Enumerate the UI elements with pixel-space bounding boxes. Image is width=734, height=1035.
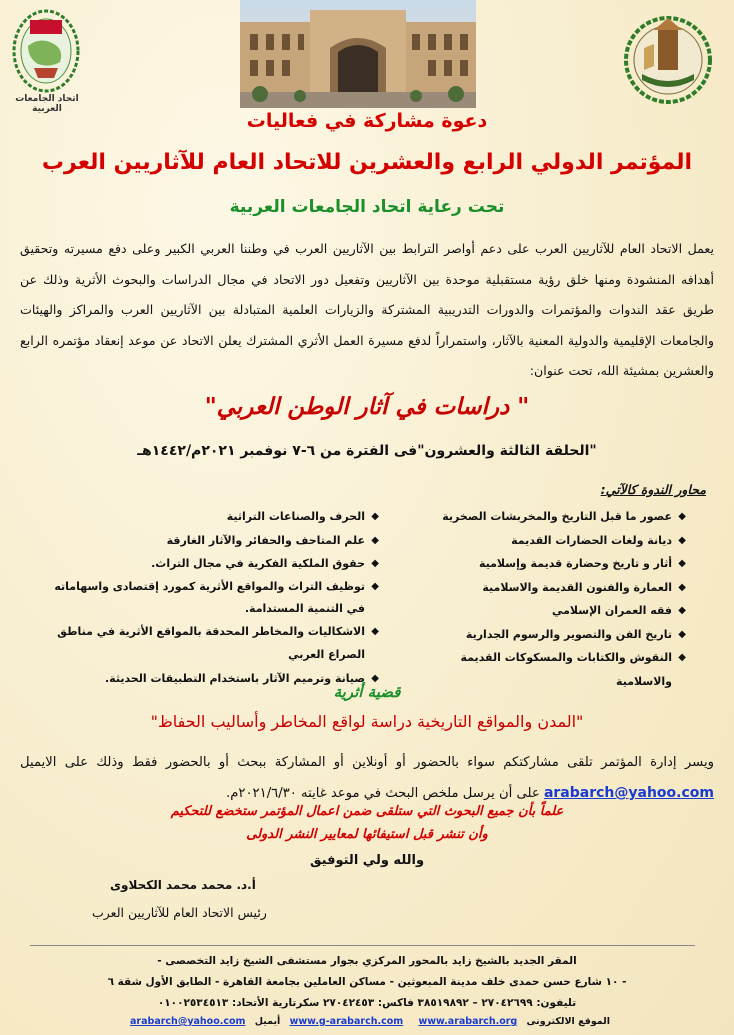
diamond-bullet-icon: ◆	[371, 534, 379, 546]
email-label: أيميل	[254, 1016, 281, 1027]
axis-item: ◆ النقوش والكتابات والمسكوكات القديمة والاسلامية	[416, 646, 686, 693]
footer-address-1: المقر الجديد بالشيخ زايد بالمحور المركزي بجوار مستشفى الشيخ زايد التخصصى -	[157, 955, 577, 967]
diamond-bullet-icon: ◆	[371, 511, 379, 522]
axis-item: ◆ تاريخ الفن والتصوير والرسوم الجدارية	[416, 623, 686, 647]
axis-item: ◆ الحرف والصناعات التراثية	[39, 505, 379, 529]
axes-left-column	[39, 505, 379, 690]
conference-theme: " دراسات في آثار الوطن العربي"	[204, 394, 530, 420]
axes-right-column	[416, 505, 686, 693]
diamond-bullet-icon: ◆	[678, 511, 686, 522]
footer-phones: تليفون: ٢٧٠٤٢٦٩٩ – ٣٨٥١٩٨٩٢ فاكس: ٢٧٠٤٢٤٥٣ سكرتارية الأتحاد: ٠١٠٠٢٥٣٤٥١٣	[157, 997, 577, 1009]
building-photo	[240, 0, 476, 108]
diamond-bullet-icon: ◆	[678, 605, 686, 616]
axis-item: ◆ أثار و تاريخ وحضارة قديمة وإسلامية	[416, 552, 686, 576]
footer-divider	[30, 945, 695, 946]
arab-universities-logo	[10, 6, 82, 106]
axis-item: ◆ صيانة وترميم الآثار باستخدام التطبيقات الحديثة.	[39, 667, 379, 691]
arab-archaeologists-logo	[614, 8, 722, 108]
axis-item: ◆ العمارة والفنون القديمة والاسلامية	[416, 576, 686, 600]
diamond-bullet-icon: ◆	[371, 672, 379, 684]
website-label: الموقع الالكترونى	[526, 1016, 610, 1027]
diamond-bullet-icon: ◆	[678, 534, 686, 546]
axis-item: ◆ ديانة ولغات الحضارات القديمة	[416, 529, 686, 553]
diamond-bullet-icon: ◆	[678, 581, 686, 593]
participation-paragraph	[20, 748, 714, 809]
diamond-bullet-icon: ◆	[678, 628, 686, 640]
axis-item: ◆ حقوق الملكية الفكرية في مجال التراث.	[39, 552, 379, 576]
axis-item: ◆ الاشكاليات والمخاطر المحدقة بالمواقع الأثرية في مناطق الصراع العربي	[39, 620, 379, 667]
deadline-text: على أن يرسل ملخص البحث في موعد غايته ٢٠٢١/٦/٣٠م.	[226, 786, 540, 801]
diamond-bullet-icon: ◆	[678, 558, 686, 569]
axis-item: ◆ فقه العمران الإسلامي	[416, 599, 686, 623]
email-link[interactable]: arabarch@yahoo.com	[543, 785, 714, 801]
footer-address-2: - ١٠ شارع حسن حمدى خلف مدينة المبعوثين - مساكن العاملين بجامعة القاهرة - الطابق الأول شقة ٦	[107, 976, 627, 988]
footer-web	[20, 1016, 714, 1027]
axis-item: ◆ علم المتاحف والحفائر والآثار الغارقة	[39, 529, 379, 553]
axis-item: ◆ عصور ما قبل التاريخ والمخربشات الصخرية	[416, 505, 686, 529]
website-link-2[interactable]: www.arabarch.org	[418, 1016, 518, 1027]
diamond-bullet-icon: ◆	[371, 580, 379, 592]
signatory-role: رئيس الاتحاد العام للآثاريين العرب	[92, 905, 267, 920]
website-link-1[interactable]: www.g-arabarch.com	[289, 1016, 404, 1027]
signatory-name: أ.د. محمد محمد الكحلاوى	[110, 878, 256, 892]
axis-item: ◆ توظيف التراث والمواقع الأثرية كمورد إقتصادى واسهاماته في التنمية المستدامة.	[39, 576, 379, 620]
episode-dates: "الحلقة الثالثة والعشرون"فى الفترة من ٦-٧ نوفمبر ٢٠٢١م/١٤٤٢هـ	[137, 443, 597, 459]
intro-paragraph: يعمل الاتحاد العام للآثاريين العرب على دعم أواصر الترابط بين الآثاريين العرب في وطننا العربي الكبير وعلى دفع مسيرته وتحقيق أهدافه المنشودة ومنها خلق رؤية مستقبلية موحدة بين الآثاريين وتفعيل دور الاتحاد في مجال الدراسات والبحوث الأثرية وذلك عن طريق عقد الندوات والمؤتمرات والدورات التدريبية المشتركة والزيارات العلمية المتبادلة بين الآثاريين العرب والمراكز والهيئات والجامعات الإقليمية والدولية المعنية بالآثار، واستمراراً لدفع مسيرة العمل الأثري المشترك يعلن الاتحاد عن موعد إنعقاد مؤتمره الرابع والعشرين بمشيئة الله، تحت عنوان:	[20, 241, 714, 378]
participation-text: ويسر إدارة المؤتمر تلقى مشاركتكم سواء بالحضور أو أونلاين أو المشاركة ببحث أو بالحضور فقط وذلك على الايميل	[20, 755, 714, 770]
axes-heading: محاور الندوة كالآتي:	[600, 482, 706, 497]
case-title: قضية أثرية	[333, 683, 401, 701]
patronage-title: تحت رعاية اتحاد الجامعات العربية	[229, 197, 505, 217]
diamond-bullet-icon: ◆	[678, 652, 686, 663]
diamond-bullet-icon: ◆	[371, 625, 379, 637]
closing-line: والله ولي التوفيق	[309, 853, 425, 868]
footer-email-link[interactable]: arabarch@yahoo.com	[130, 1016, 246, 1027]
review-note: علماً بأن جميع البحوث التي ستلقى ضمن اعمال المؤتمر ستخضع للتحكيم	[170, 804, 564, 819]
case-text: "المدن والمواقع التاريخية دراسة لواقع المخاطر وأساليب الحفاظ"	[150, 712, 584, 731]
publication-note: وأن تنشر قبل استيفائها لمعايير النشر الدولى	[246, 827, 488, 842]
invitation-title: دعوة مشاركة في فعاليات	[246, 110, 488, 132]
left-logo-caption: اتحاد الجامعات العربية	[15, 94, 79, 114]
conference-title: المؤتمر الدولي الرابع والعشرين للاتحاد العام للآثاريين العرب	[41, 150, 693, 175]
diamond-bullet-icon: ◆	[371, 558, 379, 569]
